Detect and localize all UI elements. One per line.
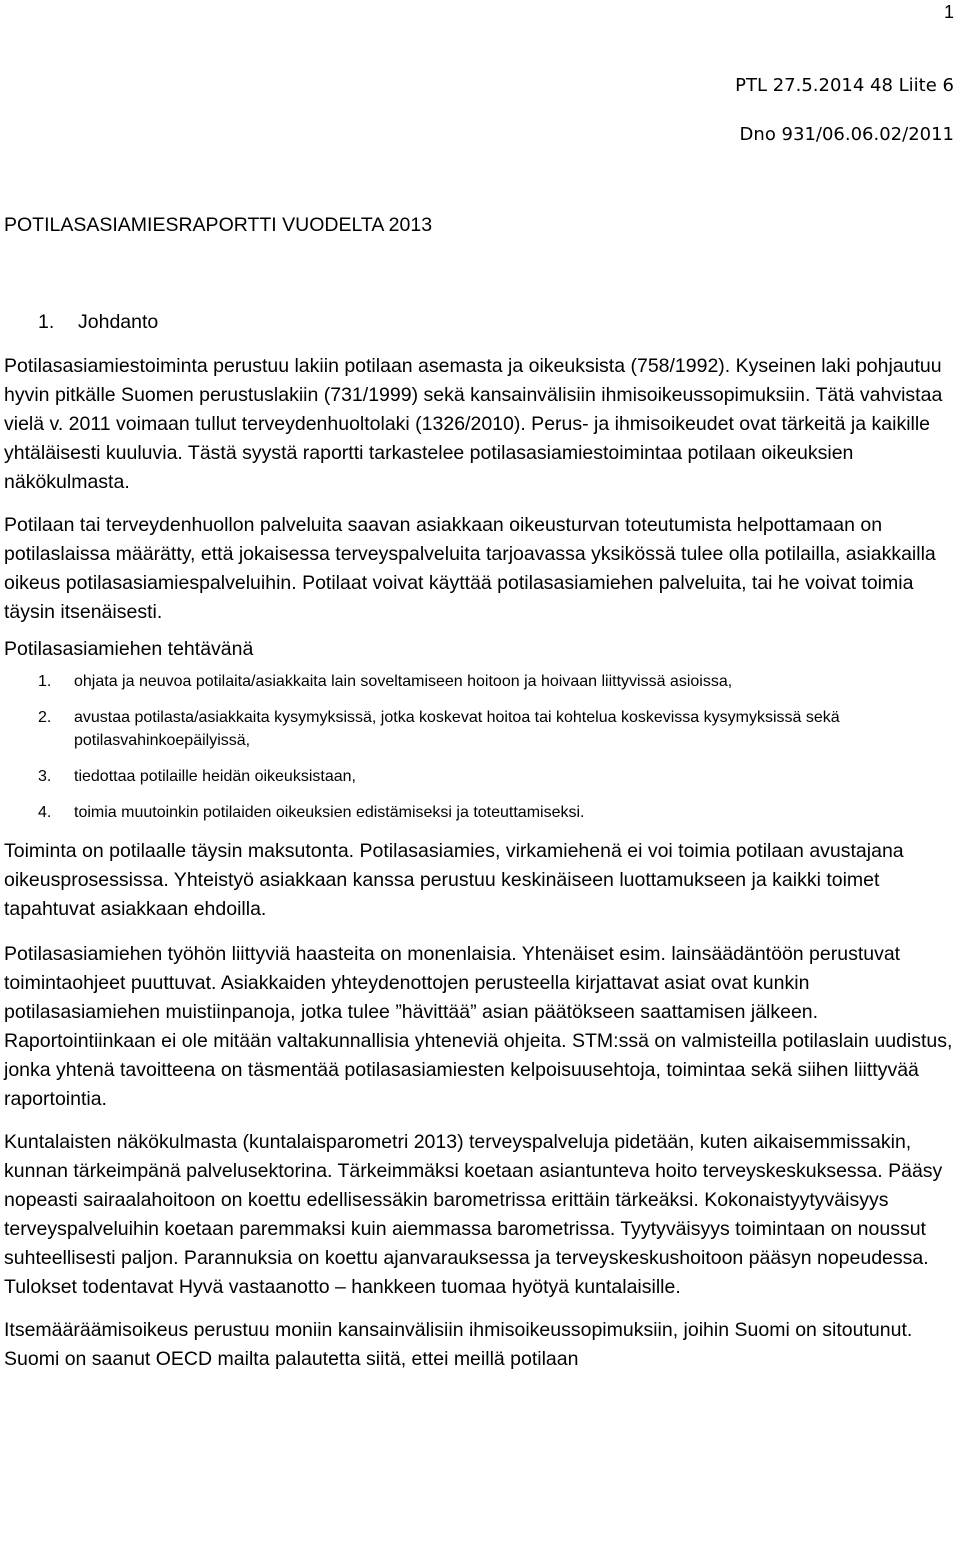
list-item-text: ohjata ja neuvoa potilaita/asiakkaita lain soveltamiseen hoitoon ja hoivaan liittyvissä asioissa, — [74, 673, 733, 690]
list-item — [4, 706, 956, 752]
list-item-text: tiedottaa potilaille heidän oikeuksistaan, — [74, 768, 356, 785]
list-item — [4, 801, 956, 824]
duties-subheading: Potilasasiamiehen tehtävänä — [4, 638, 254, 660]
document-body — [4, 352, 956, 1387]
document-reference-meeting: PTL 27.5.2014 48 Liite 6 — [735, 75, 954, 96]
document-title: POTILASASIAMIESRAPORTTI VUODELTA 2013 — [4, 214, 433, 236]
list-item — [4, 670, 956, 693]
list-item-number: 4. — [38, 804, 52, 821]
page-number: 1 — [943, 2, 954, 22]
paragraph-patient-rights: Potilaan tai terveydenhuollon palveluita saavan asiakkaan oikeusturvan toteutumista helpottamaan on potilaslaissa määrätty, että jokaisessa terveyspalveluita tarjoavassa yksikössä tulee olla potilailla, asiakkailla oikeus potilasasiamiespalveluihin. Potilaat voivat käyttää potilasasiamiehen palveluita, tai he voivat toimia täysin itsenäisesti. — [4, 514, 936, 623]
section-number: 1. — [38, 311, 55, 333]
paragraph-free-of-charge: Toiminta on potilaalle täysin maksutonta. Potilasasiamies, virkamiehenä ei voi toimia potilaan avustajana oikeusprosessissa. Yhteistyö asiakkaan kanssa perustuu keskinäiseen luottamukseen ja kaikki toimet tapahtuvat asiakkaan ehdoilla. — [4, 840, 904, 920]
document-reference-number: Dno 931/06.06.02/2011 — [739, 124, 954, 145]
paragraph-citizen-barometer: Kuntalaisten näkökulmasta (kuntalaisparometri 2013) terveyspalveluja pidetään, kuten aikaisemmissakin, kunnan tärkeimpänä palvelusektorina. Tärkeimmäksi koetaan asiantunteva hoito terveyskeskuksessa. Pääsy nopeasti sairaalahoitoon on koettu edellisessäkin barometrissa erittäin tärkeäksi. Kokonaistyytyväisyys terveyspalveluihin koetaan paremmaksi kuin aiemmassa barometrissa. Tyytyväisyys toimintaan on noussut suhteellisesti paljon. Parannuksia on koettu ajanvarauksessa ja terveyskeskushoitoon pääsyn nopeudessa. Tulokset todentavat Hyvä vastaanotto – hankkeen tuomaa hyötyä kuntalaisille. — [4, 1131, 943, 1298]
list-item — [4, 765, 956, 788]
section-heading — [4, 311, 158, 334]
paragraph-self-determination: Itsemääräämisoikeus perustuu moniin kansainvälisiin ihmisoikeussopimuksiin, joihin Suomi on sitoutunut. Suomi on saanut OECD mailta palautetta siitä, ettei meillä potilaan — [4, 1319, 913, 1370]
duties-list — [4, 670, 956, 824]
paragraph-legal-basis: Potilasasiamiestoiminta perustuu lakiin potilaan asemasta ja oikeuksista (758/1992). Kyseinen laki pohjautuu hyvin pitkälle Suomen perustuslakiin (731/1999) sekä kansainvälisiin ihmisoikeussopimuksiin. Tätä vahvistaa vielä v. 2011 voimaan tullut terveydenhuoltolaki (1326/2010). Perus- ja ihmisoikeudet ovat tärkeitä ja kaikille yhtäläisesti kuuluvia. Tästä syystä raportti tarkastelee potilasasiamiestoimintaa potilaan oikeuksien näkökulmasta. — [4, 355, 943, 493]
list-item-text: avustaa potilasta/asiakkaita kysymyksissä, jotka koskevat hoitoa tai kohtelua koskevissa kysymyksissä sekä potilasvahinkoepäilyissä, — [74, 709, 840, 749]
paragraph-challenges: Potilasasiamiehen työhön liittyviä haasteita on monenlaisia. Yhtenäiset esim. lainsäädäntöön perustuvat toimintaohjeet puuttuvat. Asiakkaiden yhteydenottojen perusteella kirjattavat asiat ovat kunkin potilasasiamiehen muistiinpanoja, jotka tulee ”hävittää” asian päätökseen saattamisen jälkeen. Raportointiinkaan ei ole mitään valtakunnallisia yhteneviä ohjeita. STM:ssä on valmisteilla potilaslain uudistus, jonka yhtenä tavoitteena on täsmentää potilasasiamiesten kelpoisuusehtoja, toimintaa sekä siihen liittyvää raportointia. — [4, 943, 953, 1110]
section-title: Johdanto — [78, 311, 159, 333]
list-item-number: 1. — [38, 673, 52, 690]
list-item-number: 2. — [38, 709, 52, 726]
list-item-number: 3. — [38, 768, 52, 785]
list-item-text: toimia muutoinkin potilaiden oikeuksien edistämiseksi ja toteuttamiseksi. — [74, 804, 585, 821]
